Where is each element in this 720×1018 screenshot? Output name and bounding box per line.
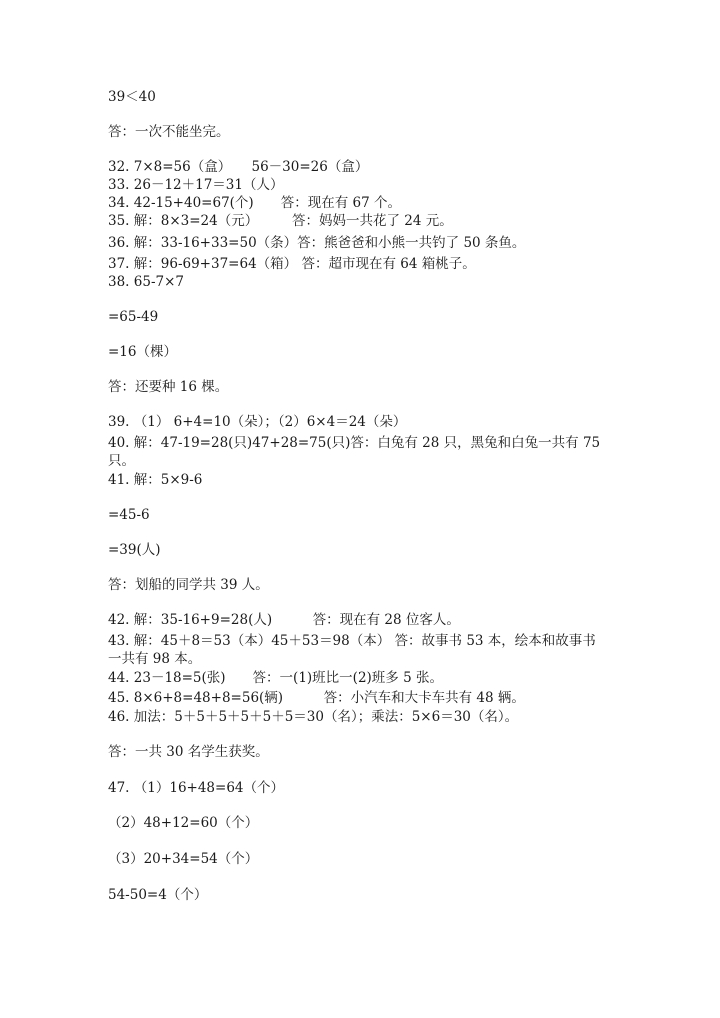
- text-line-27: 47. （1）16+48=64（个）: [108, 780, 285, 796]
- text-line-18: =39(人): [108, 542, 161, 558]
- text-line-21: 43. 解：45＋8＝53（本）45＋53＝98（本） 答：故事书 53 本，绘本和故事书: [108, 633, 596, 649]
- text-line-4: 33. 26－12＋17＝31（人）: [108, 177, 284, 193]
- text-line-19: 答：划船的同学共 39 人。: [108, 577, 269, 593]
- text-line-1: 39＜40: [108, 89, 156, 105]
- text-line-7: 36. 解：33-16+33=50（条）答：熊爸爸和小熊一共钓了 50 条鱼。: [108, 235, 526, 251]
- text-line-6: 35. 解：8×3=24（元） 答：妈妈一共花了 24 元。: [108, 213, 453, 229]
- text-line-2: 答：一次不能坐完。: [108, 124, 230, 140]
- text-line-25: 46. 加法：5＋5＋5＋5＋5＋5＝30（名）；乘法：5×6＝30（名）。: [108, 709, 519, 725]
- text-line-5: 34. 42-15+40=67(个) 答：现在有 67 个。: [108, 195, 401, 211]
- text-line-8: 37. 解：96-69+37=64（箱） 答：超市现在有 64 箱桃子。: [108, 256, 476, 272]
- text-line-9: 38. 65-7×7: [108, 274, 184, 290]
- text-line-13: 39. （1） 6+4=10（朵）；（2）6×4＝24（朵）: [108, 414, 407, 430]
- text-line-16: 41. 解：5×9-6: [108, 472, 203, 488]
- text-line-11: =16（棵）: [108, 344, 177, 360]
- text-line-23: 44. 23－18=5(张) 答：一(1)班比一(2)班多 5 张。: [108, 670, 443, 686]
- text-line-14: 40. 解：47-19=28(只)47+28=75(只)答：白兔有 28 只，黑兔和白兔一共有 75: [108, 435, 601, 451]
- text-line-28: （2）48+12=60（个）: [108, 815, 259, 831]
- text-line-12: 答：还要种 16 棵。: [108, 379, 229, 395]
- text-line-26: 答：一共 30 名学生获奖。: [108, 744, 269, 760]
- text-line-17: =45-6: [108, 507, 150, 523]
- text-line-24: 45. 8×6+8=48+8=56(辆) 答：小汽车和大卡车共有 48 辆。: [108, 690, 525, 706]
- text-line-3: 32. 7×8=56（盒） 56－30=26（盒）: [108, 159, 369, 175]
- text-line-22: 一共有 98 本。: [108, 651, 202, 667]
- text-line-10: =65-49: [108, 309, 159, 325]
- text-line-20: 42. 解：35-16+9=28(人) 答：现在有 28 位客人。: [108, 612, 460, 628]
- text-line-29: （3）20+34=54（个）: [108, 851, 259, 867]
- text-line-30: 54-50=4（个）: [108, 887, 208, 903]
- text-line-15: 只。: [108, 453, 135, 469]
